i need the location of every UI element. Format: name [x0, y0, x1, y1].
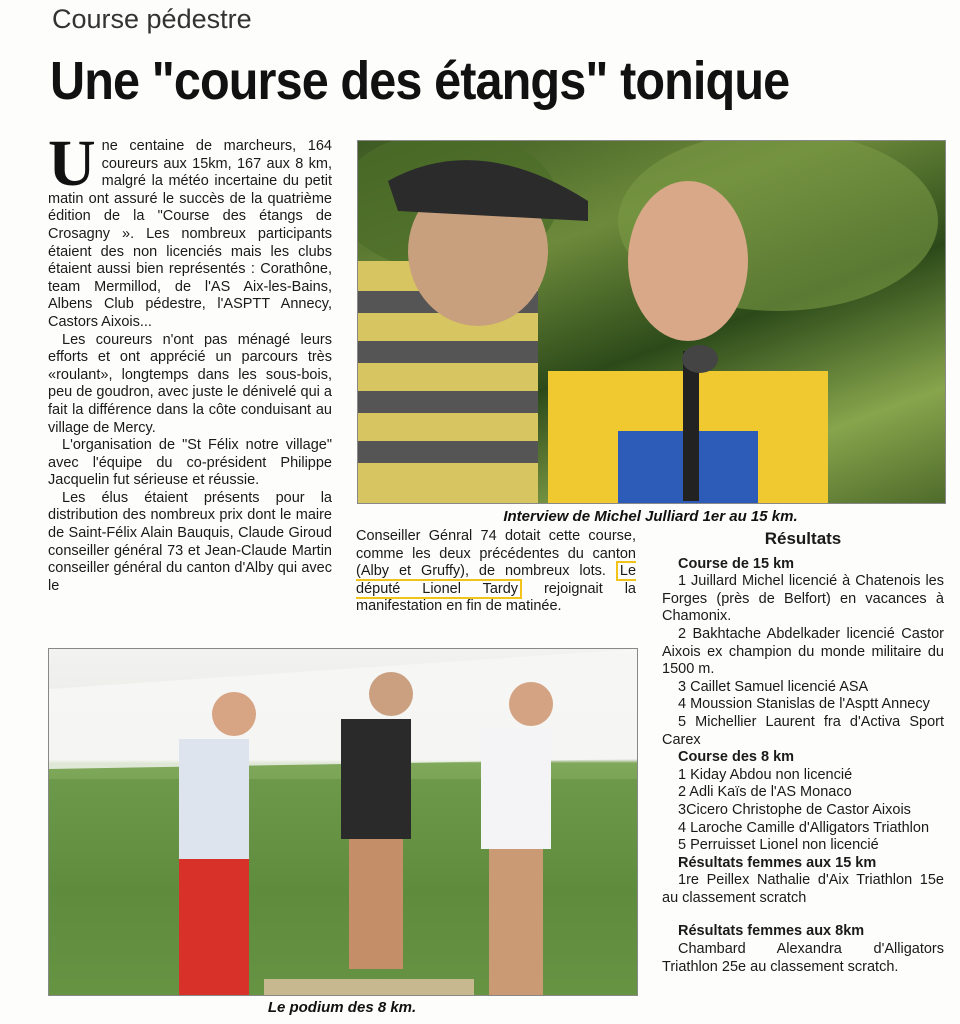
paragraph-3: L'organisation de "St Félix notre village" avec l'équipe du co-président Philippe Jacquelin fut sérieuse et réussie. — [48, 437, 332, 489]
result-15km-4: 4 Moussion Stanislas de l'Asptt Annecy — [678, 696, 930, 713]
highlighted-deputy: Le député Lionel Tardy — [356, 563, 637, 597]
podium-step — [264, 979, 474, 995]
paragraph-2: Les coureurs n'ont pas ménagé leurs efforts et ont apprécié un parcours très «roulant», longtemps dans les sous-bois, peu de goudron, avec juste le dénivelé qui a fait la différence dans la côte conduisant au village de Mercy. — [48, 331, 332, 436]
result-8km-4: 4 Laroche Camille d'Alligators Triathlon — [678, 819, 930, 836]
article-column-1 — [48, 127, 332, 595]
winner-right-shirt — [481, 729, 551, 849]
paragraph-5 — [356, 528, 636, 616]
cap — [388, 160, 588, 221]
paragraph-1-text: ne centaine de marcheurs, 164 coureurs aux 15km, 167 aux 8 km, malgré la météo incertaine du petit matin ont assuré le succès de la quatrième édition de la "Course des étangs de Crosagny ». Les nombreux participants étaient des non licenciés mais les clubs étaient aussi bien représentés : Corathône, team Mermillod, de l'AS Aix-les-Bains, Albens Club pédestre, l'ASPTT Annecy, Castors Aixois... — [48, 138, 332, 330]
paragraph-4: Les élus étaient présents pour la distribution des nombreux prix dont le maire de Saint-Félix Alain Bauquis, Claude Giroud conseiller général 73 et Jean-Claude Martin conseiller général du canton d'Alby qui avec le — [48, 489, 332, 594]
results-heading-women-15km: Résultats femmes aux 15 km — [678, 854, 877, 871]
podium-photo — [48, 648, 638, 996]
paragraph-5-start: Conseiller Génral 74 dotait cette course, comme les deux précédentes du canton (Alby et Gruffy), de nombreux lots. — [356, 528, 636, 580]
section-kicker: Course pédestre — [52, 4, 252, 34]
runner-head — [628, 181, 748, 341]
result-8km-3: 3Cicero Christophe de Castor Aixois — [678, 801, 911, 818]
interview-photo — [357, 140, 946, 504]
result-15km-1: 1 Juillard Michel licencié à Chatenois les Forges (près de Belfort) en vacances à Chamonix. — [662, 573, 944, 625]
drop-cap: U — [48, 127, 96, 200]
result-women-8km: Chambard Alexandra d'Alligators Triathlon 25e au classement scratch. — [662, 941, 944, 975]
article-column-2 — [356, 528, 636, 616]
interview-photo-illustration — [358, 141, 945, 503]
result-15km-3: 3 Caillet Samuel licencié ASA — [678, 678, 869, 695]
red-trousers — [179, 859, 249, 995]
winner-center-shirt — [341, 719, 411, 839]
interview-caption: Interview de Michel Julliard 1er au 15 km. — [503, 508, 798, 525]
paragraph-1 — [48, 127, 332, 332]
podium-photo-illustration — [49, 649, 637, 995]
results-heading-8km: Course des 8 km — [678, 749, 795, 766]
paragraph-5-end: rejoignait la manifestation en fin de matinée. — [356, 580, 636, 615]
result-15km-2: 2 Bakhtache Abdelkader licencié Castor Aixois ex champion du monde militaire du 1500 m. — [662, 625, 944, 678]
results-heading-women-8km: Résultats femmes aux 8km — [678, 923, 865, 940]
result-8km-5: 5 Perruisset Lionel non licencié — [678, 837, 879, 854]
results-box — [662, 530, 944, 976]
microphone — [683, 351, 699, 501]
results-heading-15km: Course de 15 km — [678, 555, 795, 572]
result-8km-1: 1 Kiday Abdou non licencié — [678, 766, 853, 783]
result-8km-2: 2 Adli Kaïs de l'AS Monaco — [678, 784, 852, 801]
result-women-15km: 1re Peillex Nathalie d'Aix Triathlon 15e au classement scratch — [662, 872, 944, 906]
result-15km-5: 5 Michellier Laurent fra d'Activa Sport Carex — [662, 713, 944, 748]
podium-caption: Le podium des 8 km. — [267, 999, 417, 1016]
article-headline: Une "course des étangs" tonique — [50, 51, 790, 111]
results-title: Résultats — [764, 529, 842, 548]
winner-left-shirt — [179, 739, 249, 859]
